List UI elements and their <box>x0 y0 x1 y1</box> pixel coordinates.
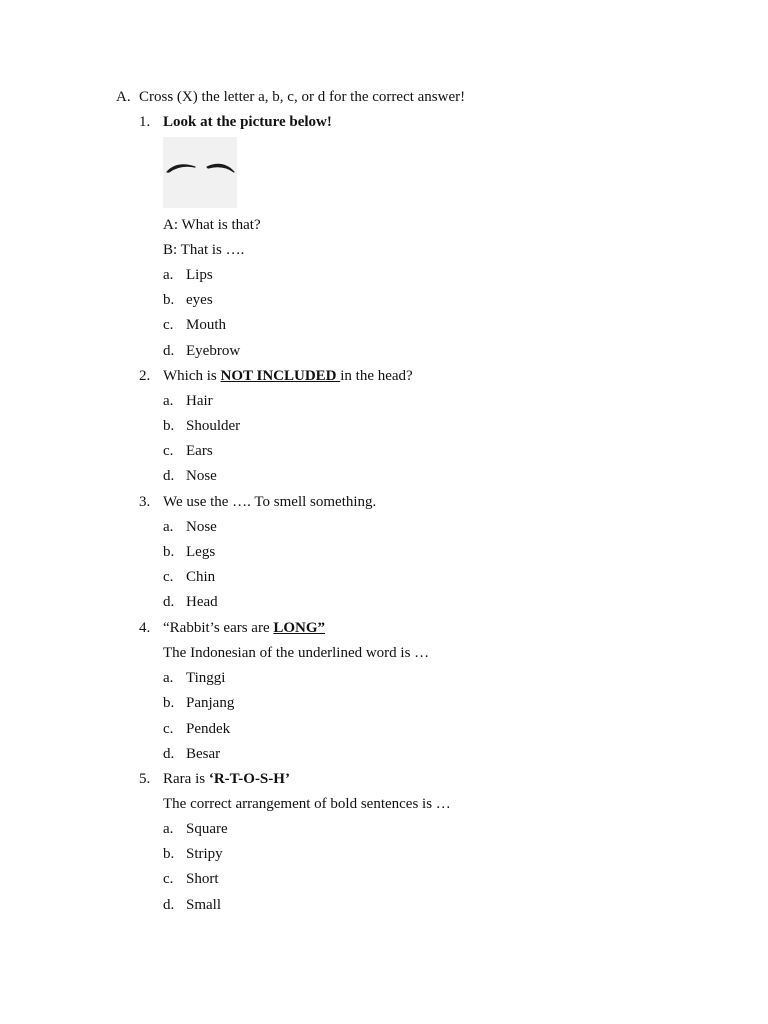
option-text: Head <box>186 594 218 610</box>
option-letter: d. <box>163 468 175 484</box>
q2-number: 2. <box>139 368 151 384</box>
option-letter: b. <box>163 544 175 560</box>
option-letter: b. <box>163 292 175 308</box>
q4-number: 4. <box>139 620 151 636</box>
option-letter: a. <box>163 393 174 409</box>
q1-number: 1. <box>139 114 151 130</box>
option-letter: c. <box>163 443 174 459</box>
option-letter: c. <box>163 721 174 737</box>
option-letter: a. <box>163 267 174 283</box>
section-marker: A. <box>116 89 131 105</box>
option-letter: b. <box>163 695 175 711</box>
q5-subprompt: The correct arrangement of bold sentences is … <box>163 796 451 812</box>
option-text: Nose <box>186 519 217 535</box>
q2-prompt: Which is NOT INCLUDED in the head? <box>163 368 413 384</box>
option-text: Ears <box>186 443 213 459</box>
option-letter: c. <box>163 871 174 887</box>
option-letter: d. <box>163 746 175 762</box>
option-text: Lips <box>186 267 213 283</box>
q3-number: 3. <box>139 494 151 510</box>
option-text: Panjang <box>186 695 235 711</box>
option-letter: d. <box>163 343 175 359</box>
q1-dialogue-a: A: What is that? <box>163 217 261 233</box>
q5-prompt: Rara is ‘R-T-O-S-H’ <box>163 771 290 787</box>
option-text: Chin <box>186 569 216 585</box>
eyebrows-icon <box>163 137 237 208</box>
q4-prompt: “Rabbit’s ears are LONG” <box>163 620 326 636</box>
option-text: Besar <box>186 746 221 762</box>
option-text: Hair <box>186 393 213 409</box>
option-letter: d. <box>163 594 175 610</box>
option-text: Small <box>186 897 222 913</box>
option-text: Stripy <box>186 846 223 862</box>
q1-prompt: Look at the picture below! <box>163 114 332 130</box>
option-text: Tinggi <box>186 670 226 686</box>
option-letter: c. <box>163 317 174 333</box>
option-text: Short <box>186 871 219 887</box>
option-text: Square <box>186 821 228 837</box>
option-letter: d. <box>163 897 175 913</box>
q3-prompt: We use the …. To smell something. <box>163 494 377 510</box>
option-letter: a. <box>163 519 174 535</box>
option-letter: a. <box>163 670 174 686</box>
q5-number: 5. <box>139 771 151 787</box>
option-letter: a. <box>163 821 174 837</box>
option-letter: b. <box>163 846 175 862</box>
option-text: Nose <box>186 468 217 484</box>
option-text: Eyebrow <box>186 343 241 359</box>
option-text: Shoulder <box>186 418 241 434</box>
option-letter: c. <box>163 569 174 585</box>
option-text: Mouth <box>186 317 227 333</box>
option-letter: b. <box>163 418 175 434</box>
q1-dialogue-b: B: That is …. <box>163 242 245 258</box>
section-instruction: Cross (X) the letter a, b, c, or d for the correct answer! <box>139 89 466 105</box>
option-text: Legs <box>186 544 216 560</box>
option-text: eyes <box>186 292 213 308</box>
q4-subprompt: The Indonesian of the underlined word is … <box>163 645 430 661</box>
option-text: Pendek <box>186 721 231 737</box>
